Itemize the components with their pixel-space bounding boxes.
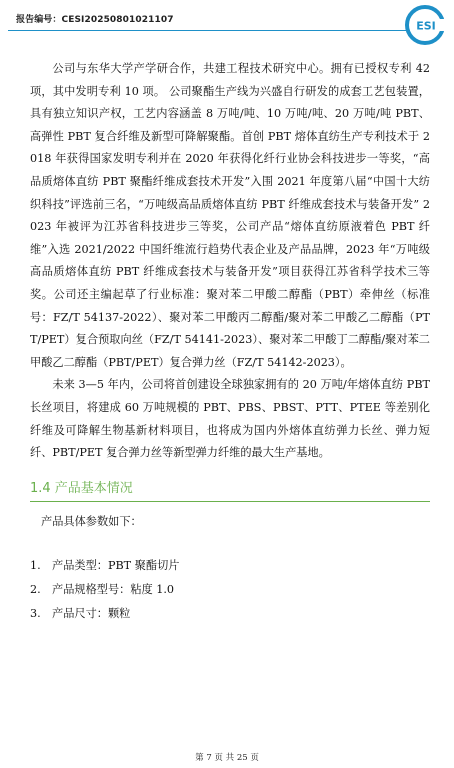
list-item <box>30 579 430 600</box>
list-item <box>30 555 430 576</box>
list-number: 2. <box>30 582 41 596</box>
list-text: 产品类型：PBT 聚酯切片 <box>52 558 180 572</box>
header-divider <box>8 30 410 31</box>
report-code: 报告编号：CESI20250801021107 <box>16 15 174 25</box>
logo-text: ESI <box>416 19 436 33</box>
cesi-logo-icon <box>404 4 446 46</box>
list-text: 产品尺寸：颗粒 <box>52 606 131 620</box>
list-item <box>30 603 430 624</box>
page-number: 第 7 页 共 25 页 <box>195 753 259 763</box>
document-body <box>30 58 430 627</box>
section-heading <box>30 477 430 502</box>
list-number: 3. <box>30 606 41 620</box>
list-number: 1. <box>30 558 41 572</box>
section-title: 1.4 产品基本情况 <box>30 480 133 496</box>
paragraph-future-plan: 未来 3—5 年内，公司将首创建设全球独家拥有的 20 万吨/年熔体直纺 PBT 长丝项目，将建成 60 万吨规模的 PBT、PBS、PBST、PTT、PTEE 等差别化纤维及可降解生物基新材料项目，也将成为国内外熔体直纺弹力长丝、弹力短纤、PBT/PET 复合弹力丝等新型弹力纤维的最大生产基地。 <box>30 378 430 460</box>
params-intro: 产品具体参数如下： <box>41 514 142 528</box>
list-text: 产品规格型号：粘度 1.0 <box>52 582 175 596</box>
paragraph-company-rd: 公司与东华大学产学研合作，共建工程技术研究中心。拥有已授权专利 42 项，其中发明专利 10 项。 公司聚酯生产线为兴盛自行研发的成套工艺包装置，具有独立知识产权，工艺内容涵盖 8 万吨/吨、10 万吨/吨、20 万吨/吨 PBT、高弹性 PBT 复合纤维及新型可降解聚酯。首创 PBT 熔体直纺生产专利技术于 2018 年获得国家发明专利并在 2020 年获得化纤行业协会科技进步一等奖，“高品质熔体直纺 PBT 聚酯纤维成套技术开发”入围 2021 年度第八届“中国十大纺织科技”评选前三名，“万吨级高品质熔体直纺 PBT 纤维成套技术与装备开发” 2023 年被评为江苏省科技进步三等奖，公司产品“熔体直纺原液着色 PBT 纤维”入选 2021/2022 中国纤维流行趋势代表企业及产品品牌，2023 年“万吨级高品质熔体直纺 PBT 纤维成套技术与装备开发”项目获得江苏省科学技术三等奖。公司还主编起草了行业标准：聚对苯二甲酸二醇酯（PBT）牵伸丝（标准号：FZ/T 54137-2022）、聚对苯二甲酸丙二醇酯/聚对苯二甲酸乙二醇酯（PTT/PET）复合预取向丝（FZ/T 54141-2023）、聚对苯二甲酸丁二醇酯/聚对苯二甲酸乙二醇酯（PBT/PET）复合弹力丝（FZ/T 54142-2023）。 <box>30 62 430 369</box>
product-params-list <box>30 555 430 624</box>
